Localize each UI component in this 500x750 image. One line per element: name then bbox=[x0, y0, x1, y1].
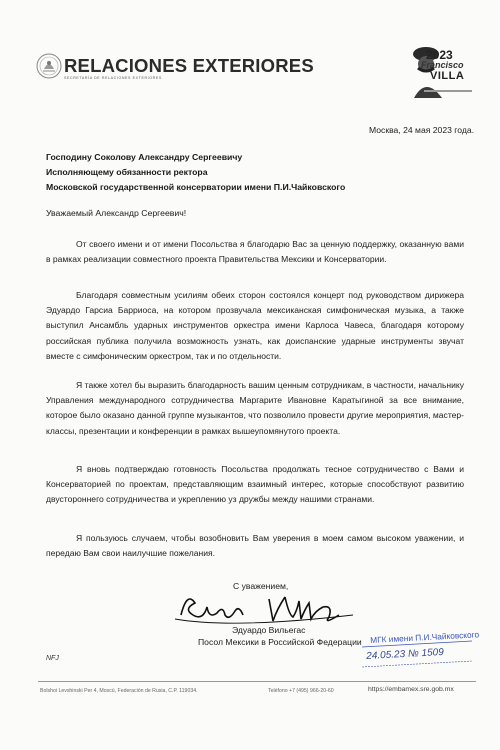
letter-date: Москва, 24 мая 2023 года. bbox=[368, 125, 474, 135]
closing-phrase: С уважением, bbox=[233, 581, 289, 591]
body-paragraph: Я вновь подтверждаю готовность Посольства продолжать тесное сотрудничество с Вами и Консерваторией по проектам, представляющим взаимный интерес, которые способствуют развитию двустороннего сотрудничества и укреплению уз дружбы между нашими странами. bbox=[46, 464, 464, 505]
mexican-coat-of-arms-icon bbox=[36, 52, 62, 80]
ministry-name: RELACIONES EXTERIORES bbox=[64, 55, 314, 76]
signer-title: Посол Мексики в Российской Федерации bbox=[198, 637, 362, 647]
body-paragraph: Благодаря совместным усилиям обеих сторон состоялся концерт под руководством дирижера Эдуардо Гарсиа Барриоса, на котором прозвучала мексиканская симфоническая музыка, а также выступил Ансамбль ударных инструментов оркестра имени Карлоса Чавеса, благодаря которому российская публика получила возможность узнать, как доиспанские ударные инструменты звучат вместе с симфоническим оркестром, так и по отдельности. bbox=[46, 290, 464, 361]
body-paragraph: Я пользуюсь случаем, чтобы возобновить Вам уверения в моем самом высоком уважении, и передаю Вам свои наилучшие пожелания. bbox=[46, 533, 464, 559]
addressee-line: Исполняющему обязанности ректора bbox=[46, 167, 208, 177]
salutation: Уважаемый Александр Сергеевич! bbox=[46, 208, 187, 218]
stamp-organization: МГК имени П.И.Чайковского bbox=[370, 629, 480, 645]
signer-name: Эдуардо Вильегас bbox=[232, 625, 306, 635]
footer-address: Bolshoi Levshinski Per 4, Moscú, Federación de Rusia, C.P. 119034. bbox=[40, 688, 198, 694]
footer-phone: Teléfono +7 (495) 966-20-60 bbox=[268, 688, 334, 694]
footer-divider bbox=[38, 681, 476, 682]
ministry-subtitle: SECRETARÍA DE RELACIONES EXTERIORES bbox=[64, 76, 162, 80]
anniversary-name-last: VILLA bbox=[430, 70, 465, 82]
footer-website-link[interactable]: https://embamex.sre.gob.mx bbox=[368, 686, 454, 693]
addressee-line: Московской государственной консерватории имени П.И.Чайковского bbox=[46, 182, 346, 192]
stamp-registration-number: 24.05.23 № 1509 bbox=[366, 646, 445, 662]
anniversary-name-first: Francisco bbox=[421, 60, 464, 70]
addressee-block bbox=[46, 150, 345, 195]
body-paragraph: Я также хотел бы выразить благодарность вашим ценным сотрудникам, в частности, начальнику Управления международного сотрудничества Маргарите Ивановне Каратыгиной за все внимание, которое было оказано данной группе музыкантов, что позволило провести другие мероприятия, мастер-классы, презентации и конференции в рамках вышеупомянутого проекта. bbox=[46, 380, 464, 436]
addressee-line: Господину Соколову Александру Сергеевичу bbox=[46, 152, 243, 162]
body-paragraph: От своего имени и от имени Посольства я благодарю Вас за ценную поддержку, оказанную вами в рамках реализации совместного проекта Правительства Мексики и Консерватории. bbox=[46, 239, 464, 265]
anniversary-year: 2023 bbox=[426, 48, 453, 62]
typist-initials: NFJ bbox=[46, 655, 59, 662]
